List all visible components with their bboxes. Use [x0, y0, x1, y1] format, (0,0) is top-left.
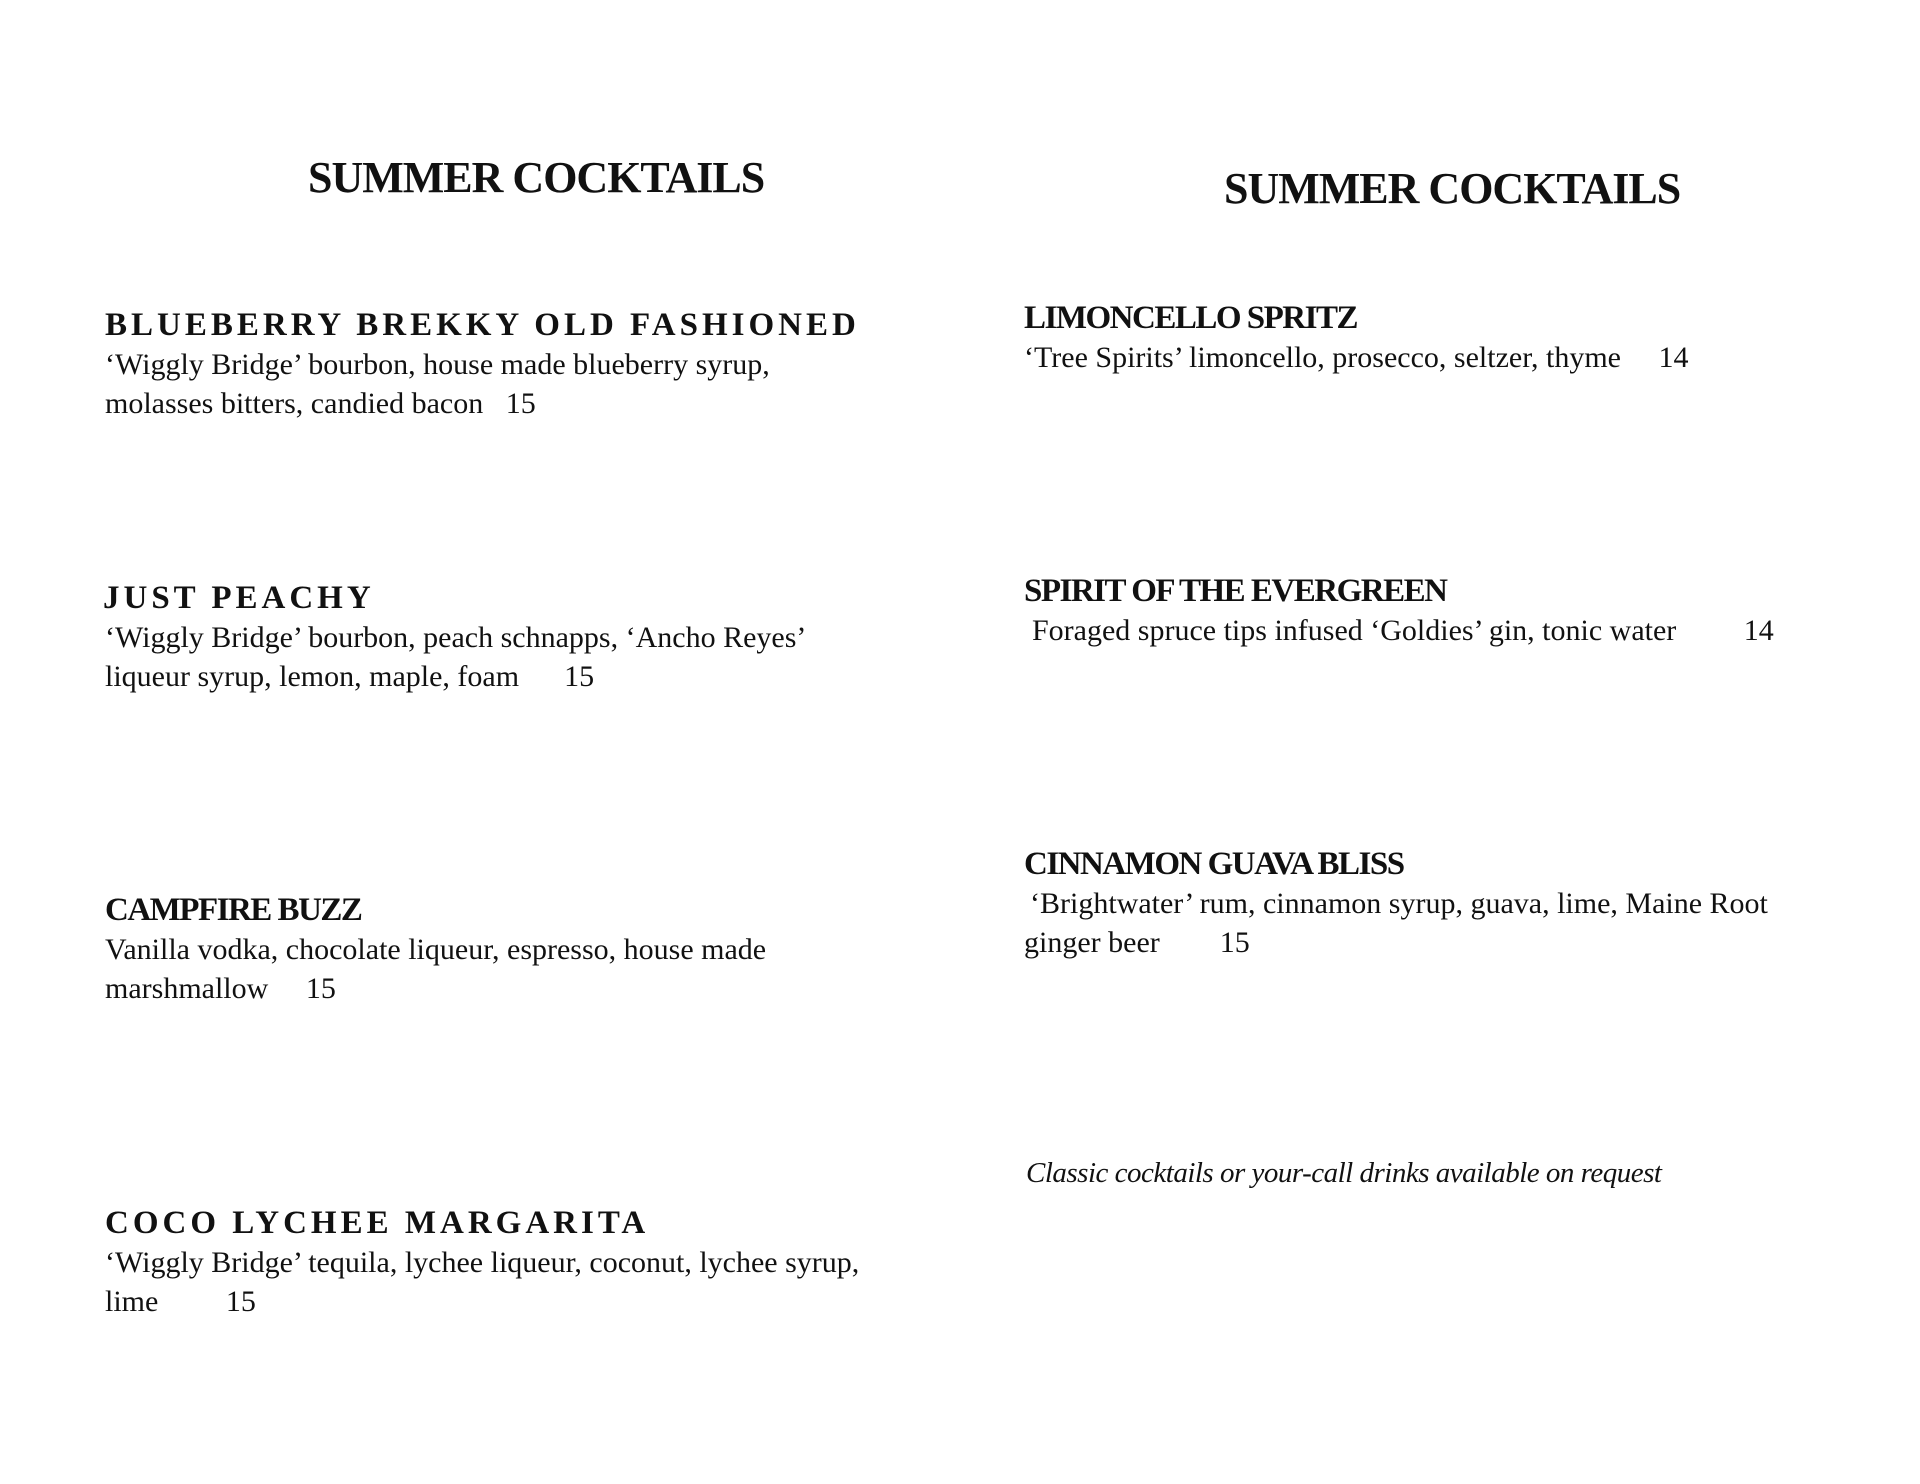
item-description-line: Vanilla vodka, chocolate liqueur, espresso, house made [105, 933, 767, 966]
item-description [1024, 611, 1774, 650]
item-description-line: Foraged spruce tips infused ‘Goldies’ gin, tonic water [1032, 614, 1677, 647]
item-price: 15 [225, 1285, 256, 1318]
item-price: 15 [505, 387, 536, 420]
item-description-line: ‘Tree Spirits’ limoncello, prosecco, seltzer, thyme [1024, 341, 1621, 374]
menu-right-page [960, 0, 1920, 1484]
page-title: SUMMER COCKTAILS [308, 153, 765, 202]
item-price: 15 [305, 972, 336, 1005]
item-name: CAMPFIRE BUZZ [105, 892, 362, 928]
menu-item-limoncello-spritz [1024, 298, 1688, 377]
menu-item-campfire-buzz [105, 890, 766, 1008]
item-name: LIMONCELLO SPRITZ [1024, 300, 1357, 336]
item-name: COCO LYCHEE MARGARITA [105, 1205, 650, 1241]
item-description [105, 345, 860, 423]
item-description-line: ‘Brightwater’ rum, cinnamon syrup, guava, lime, Maine Root [1030, 887, 1768, 920]
item-description-line: ‘Wiggly Bridge’ bourbon, house made blueberry syrup, [105, 348, 770, 381]
item-description [103, 618, 806, 696]
item-description [105, 1243, 859, 1321]
item-price: 15 [564, 660, 595, 693]
menu-item-cinnamon-guava-bliss [1024, 844, 1768, 962]
item-description [105, 930, 766, 1008]
item-price: 14 [1658, 341, 1689, 374]
item-description [1024, 884, 1768, 962]
item-description-line: molasses bitters, candied bacon [105, 387, 484, 420]
menu-footnote: Classic cocktails or your-call drinks available on request [1026, 1157, 1662, 1189]
menu-item-coco-lychee [105, 1203, 859, 1321]
item-description [1024, 338, 1688, 377]
menu-item-just-peachy [103, 578, 806, 696]
item-description-line: liqueur syrup, lemon, maple, foam [105, 660, 520, 693]
item-name: BLUEBERRY BREKKY OLD FASHIONED [105, 307, 860, 343]
page-title: SUMMER COCKTAILS [1224, 164, 1681, 213]
item-description-line: marshmallow [105, 972, 269, 1005]
item-description-line: lime [105, 1285, 159, 1318]
item-name: JUST PEACHY [103, 580, 375, 616]
menu-item-spirit-of-the-evergreen [1024, 571, 1774, 650]
item-description-line: ‘Wiggly Bridge’ bourbon, peach schnapps, ‘Ancho Reyes’ [105, 621, 807, 654]
item-price: 14 [1743, 614, 1774, 647]
item-name: CINNAMON GUAVA BLISS [1024, 846, 1404, 882]
item-name: SPIRIT OF THE EVERGREEN [1024, 573, 1447, 609]
menu-item-blueberry-brekky [105, 305, 860, 423]
item-description-line: ginger beer [1024, 926, 1160, 959]
item-price: 15 [1219, 926, 1250, 959]
item-description-line: ‘Wiggly Bridge’ tequila, lychee liqueur, coconut, lychee syrup, [105, 1246, 860, 1279]
